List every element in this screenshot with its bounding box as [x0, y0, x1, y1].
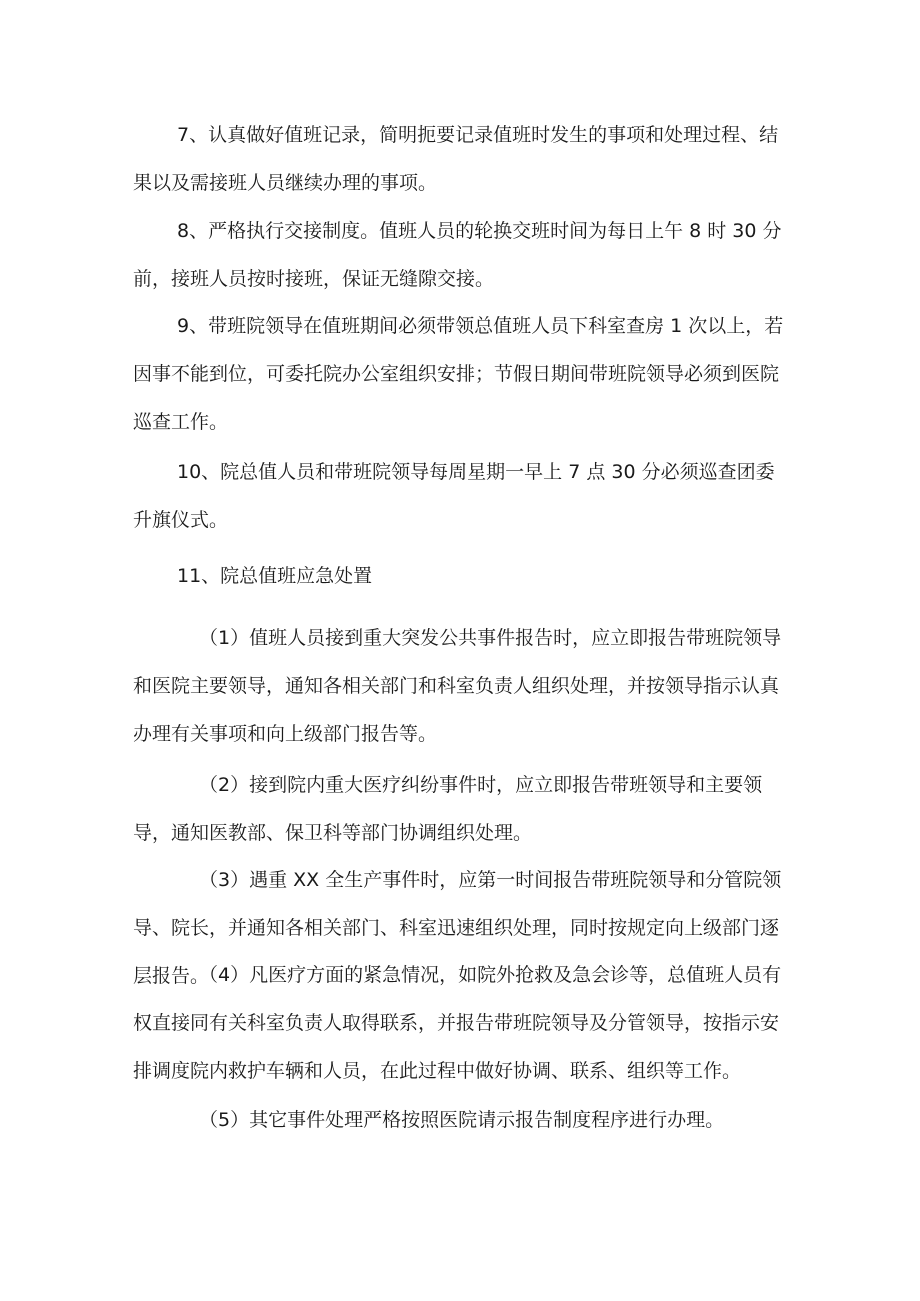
paragraph-item-7: 7、认真做好值班记录，简明扼要记录值班时发生的事项和处理过程、结果以及需接班人员继续办理的事项。 [133, 124, 779, 194]
paragraph-item-11: 11、院总值班应急处置 [177, 565, 373, 587]
paragraph-item-10: 10、院总值人员和带班院领导每周星期一早上 7 点 30 分必须巡查团委升旗仪式。 [133, 461, 775, 531]
paragraph-item-8: 8、严格执行交接制度。值班人员的轮换交班时间为每日上午 8 时 30 分前，接班人员按时接班，保证无缝隙交接。 [133, 220, 782, 290]
paragraph-sub-4: （4）凡医疗方面的紧急情况，如院外抢救及急会诊等，总值班人员有权直接同有关科室负责人取得联系，并报告带班院领导及分管领导，按指示安排调度院内救护车辆和人员，在此过程中做好协调、联系、组织等工作。 [133, 964, 782, 1082]
paragraph-sub-1: （1）值班人员接到重大突发公共事件报告时，应立即报告带班院领导和医院主要领导，通知各相关部门和科室负责人组织处理，并按领导指示认真办理有关事项和向上级部门报告等。 [133, 627, 782, 745]
paragraph-item-9: 9、带班院领导在值班期间必须带领总值班人员下科室查房 1 次以上，若因事不能到位，可委托院办公室组织安排；节假日期间带班院领导必须到医院巡查工作。 [133, 315, 784, 433]
paragraph-sub-2: （2）接到院内重大医疗纠纷事件时，应立即报告带班领导和主要领导，通知医教部、保卫科等部门协调组织处理。 [133, 774, 763, 844]
paragraph-sub-3: （3）遇重 XX 全生产事件时，应第一时间报告带班院领导和分管院领导、院长，并通知各相关部门、科室迅速组织处理，同时按规定向上级部门逐层报告。 [133, 869, 782, 987]
paragraph-sub-5: （5）其它事件处理严格按照医院请示报告制度程序进行办理。 [199, 1109, 725, 1131]
